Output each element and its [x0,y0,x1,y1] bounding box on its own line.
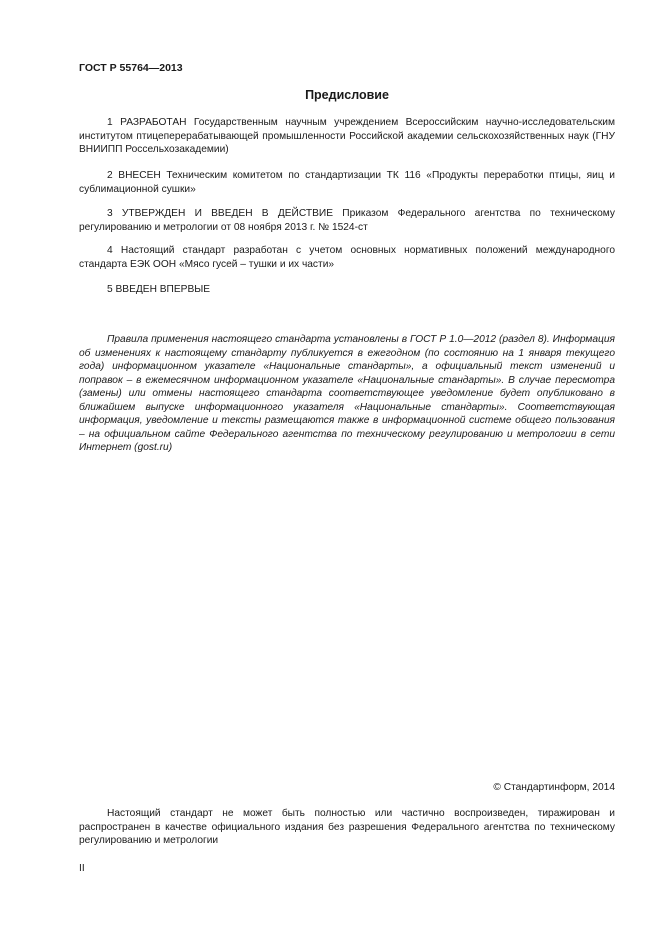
page-number: II [79,863,85,874]
preface-item-developed: 1 РАЗРАБОТАН Государственным научным учреждением Всероссийским научно-исследовательским институтом птицеперерабатывающей промышленности Российской академии сельскохозяйственных наук (ГНУ ВНИИПП Россельхозакадемии) [79,117,615,155]
section-title: Предисловие [305,88,389,102]
reproduction-disclaimer: Настоящий стандарт не может быть полностью или частично воспроизведен, тиражирован и распространен в качестве официального издания без разрешения Федерального агентства по техническому регулированию и метрологии [79,808,615,846]
preface-item-approved: 3 УТВЕРЖДЕН И ВВЕДЕН В ДЕЙСТВИЕ Приказом Федерального агентства по техническому регулированию и метрологии от 08 ноября 2013 г. № 1524-ст [79,208,615,233]
preface-item-introduced: 2 ВНЕСЕН Техническим комитетом по стандартизации ТК 116 «Продукты переработки птицы, яиц и сублимационной сушки» [79,170,615,195]
preface-item-first-introduced: 5 ВВЕДЕН ВПЕРВЫЕ [107,284,211,295]
preface-item-basis: 4 Настоящий стандарт разработан с учетом основных нормативных положений международного стандарта ЕЭК ООН «Мясо гусей – тушки и их части» [79,245,615,270]
application-rules-note: Правила применения настоящего стандарта установлены в ГОСТ Р 1.0—2012 (раздел 8). Информация об изменениях к настоящему стандарту публикуется в ежегодном (по состоянию на 1 января текущего года) информационном указателе «Национальные стандарты», а официальный текст изменений и поправок – в ежемесячном информационном указателе «Национальные стандарты». В случае пересмотра (замены) или отмены настоящего стандарта соответствующее уведомление будет опубликовано в ближайшем выпуске информационного указателя «Национальные стандарты». Соответствующая информация, уведомление и тексты размещаются также в информационной системе общего пользования – на официальном сайте Федерального агентства по техническому регулированию и метрологии в сети Интернет (gost.ru) [79,334,615,453]
copyright-notice: © Стандартинформ, 2014 [493,782,615,793]
document-code: ГОСТ Р 55764—2013 [79,62,183,74]
